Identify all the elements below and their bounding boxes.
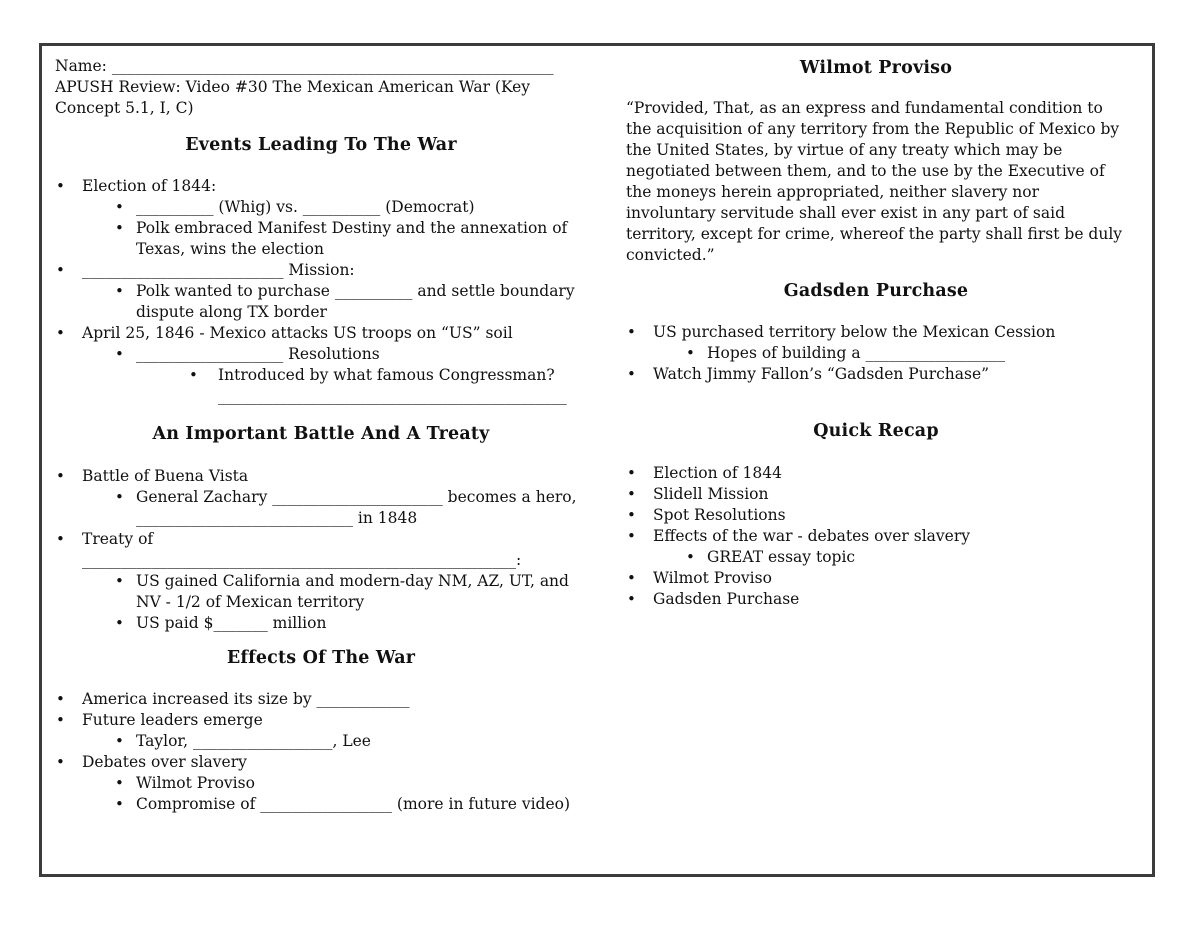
- list-item: • Wilmot Proviso: [626, 568, 1126, 589]
- list-item: • GREAT essay topic: [626, 547, 1126, 568]
- heading-quick-recap: Quick Recap: [813, 421, 939, 441]
- right-column: [626, 56, 1126, 610]
- list-item: • Compromise of _________________ (more in future video): [55, 794, 587, 815]
- heading-battle-treaty: An Important Battle And A Treaty: [152, 424, 490, 444]
- list-item: • US paid $_______ million: [55, 613, 587, 634]
- list-item: • Introduced by what famous Congressman?: [55, 365, 587, 386]
- worksheet-subtitle: APUSH Review: Video #30 The Mexican American War (Key Concept 5.1, I, C): [55, 78, 531, 117]
- list-item: • ___________________ Resolutions: [55, 344, 587, 365]
- heading-events-leading: Events Leading To The War: [185, 135, 457, 155]
- events-list: [55, 176, 587, 407]
- gadsden-list: [626, 322, 1126, 385]
- list-item: • April 25, 1846 - Mexico attacks US troops on “US” soil: [55, 323, 587, 344]
- list-item: • Effects of the war - debates over slavery: [626, 526, 1126, 547]
- heading-effects: Effects Of The War: [226, 648, 416, 668]
- battle-treaty-list: [55, 466, 587, 634]
- list-item: • Gadsden Purchase: [626, 589, 1126, 610]
- left-column: [55, 56, 587, 815]
- name-line: Name: _________________________________________________________: [55, 57, 554, 75]
- list-item: • Treaty of ________________________________________________________:: [55, 529, 587, 571]
- recap-list: [626, 463, 1126, 610]
- list-item: • Battle of Buena Vista: [55, 466, 587, 487]
- heading-wilmot-proviso: Wilmot Proviso: [799, 58, 953, 78]
- list-item: • Debates over slavery: [55, 752, 587, 773]
- list-item: • __________ (Whig) vs. __________ (Democrat): [55, 197, 587, 218]
- effects-list: [55, 689, 587, 815]
- list-item: • Wilmot Proviso: [55, 773, 587, 794]
- worksheet-frame: [39, 43, 1155, 877]
- list-item: • __________________________ Mission:: [55, 260, 587, 281]
- list-item: • Polk embraced Manifest Destiny and the annexation of Texas, wins the election: [55, 218, 587, 260]
- heading-gadsden-purchase: Gadsden Purchase: [783, 281, 969, 301]
- list-item: • US purchased territory below the Mexican Cession: [626, 322, 1126, 343]
- list-item: • Hopes of building a __________________: [626, 343, 1126, 364]
- list-item: • Spot Resolutions: [626, 505, 1126, 526]
- list-item: • Slidell Mission: [626, 484, 1126, 505]
- list-item: • Watch Jimmy Fallon’s “Gadsden Purchase”: [626, 364, 1126, 385]
- list-item: • US gained California and modern-day NM, AZ, UT, and NV - 1/2 of Mexican territory: [55, 571, 587, 613]
- list-item: • General Zachary ______________________ becomes a hero, ____________________________ in 1848: [55, 487, 587, 529]
- answer-blank: _____________________________________________: [218, 387, 567, 405]
- list-item: • Future leaders emerge: [55, 710, 587, 731]
- list-item: • America increased its size by ____________: [55, 689, 587, 710]
- list-item: • Election of 1844:: [55, 176, 587, 197]
- wilmot-proviso-quote: “Provided, That, as an express and fundamental condition to the acquisition of any territory from the Republic of Mexico by the United States, by virtue of any treaty which may be negotiated between them, and to the use by the Executive of the moneys herein appropriated, neither slavery nor involuntary servitude shall ever exist in any part of said territory, except for crime, whereof the party shall first be duly convicted.”: [626, 99, 1123, 264]
- list-item: • Polk wanted to purchase __________ and settle boundary dispute along TX border: [55, 281, 587, 323]
- list-item: • Taylor, __________________, Lee: [55, 731, 587, 752]
- list-item: • Election of 1844: [626, 463, 1126, 484]
